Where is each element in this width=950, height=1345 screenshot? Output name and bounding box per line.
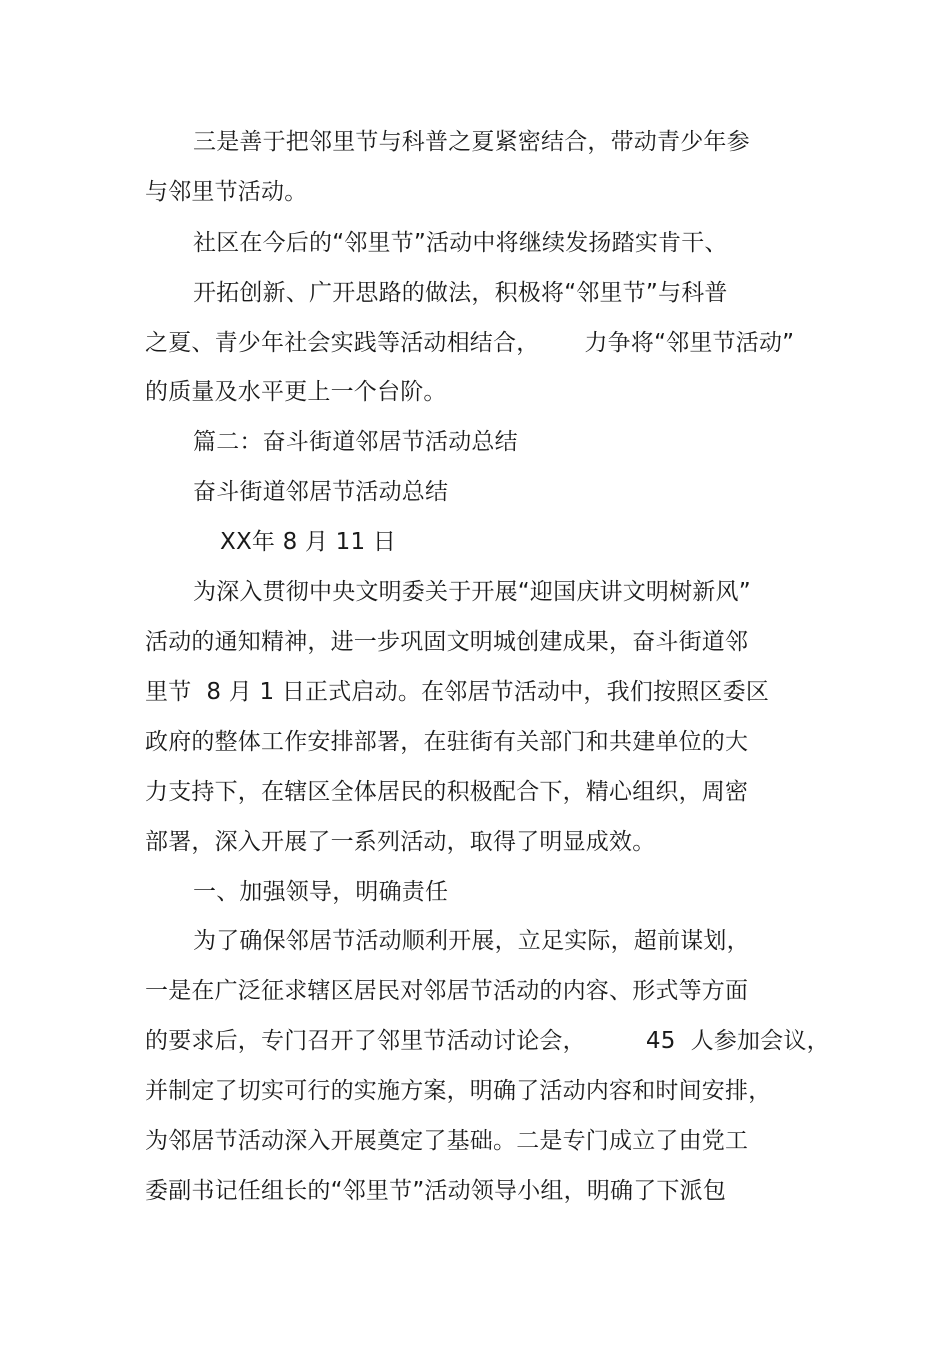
text-line: 的质量及水平更上一个台阶。 bbox=[145, 379, 447, 405]
text-line: 为深入贯彻中央文明委关于开展“迎国庆讲文明树新风” bbox=[193, 579, 751, 605]
section-heading: 篇二：奋斗街道邻居节活动总结 bbox=[193, 429, 518, 455]
text-line: 部署，深入开展了一系列活动，取得了明显成效。 bbox=[145, 829, 656, 855]
text-line: 委副书记任组长的“邻里节”活动领导小组，明确了下派包 bbox=[145, 1178, 727, 1204]
document-title: 奋斗街道邻居节活动总结 bbox=[193, 479, 449, 505]
text-line: 一是在广泛征求辖区居民对邻居节活动的内容、形式等方面 bbox=[145, 978, 749, 1004]
text-line: 政府的整体工作安排部署，在驻街有关部门和共建单位的大 bbox=[145, 729, 749, 755]
text-line: 并制定了切实可行的实施方案，明确了活动内容和时间安排， bbox=[145, 1078, 772, 1104]
document-date: XX年 8 月 11 日 bbox=[220, 529, 397, 555]
text-line: 为邻居节活动深入开展奠定了基础。二是专门成立了由党工 bbox=[145, 1128, 749, 1154]
text-line: 三是善于把邻里节与科普之夏紧密结合，带动青少年参 bbox=[193, 129, 750, 155]
text-line: 开拓创新、广开思路的做法，积极将“邻里节”与科普 bbox=[193, 280, 728, 306]
section-heading: 一、加强领导，明确责任 bbox=[193, 879, 449, 905]
text-line: 力支持下，在辖区全体居民的积极配合下，精心组织，周密 bbox=[145, 779, 749, 805]
text-line: 为了确保邻居节活动顺利开展，立足实际，超前谋划， bbox=[193, 928, 750, 954]
text-line: 与邻里节活动。 bbox=[145, 179, 308, 205]
text-line: 社区在今后的“邻里节”活动中将继续发扬踏实肯干、 bbox=[193, 230, 728, 256]
text-line: 活动的通知精神，进一步巩固文明城创建成果，奋斗街道邻 bbox=[145, 629, 749, 655]
text-line: 里节 8 月 1 日正式启动。在邻居节活动中，我们按照区委区 bbox=[145, 679, 770, 705]
text-line: 的要求后，专门召开了邻里节活动讨论会， 45 人参加会议， bbox=[145, 1028, 830, 1054]
text-line: 之夏、青少年社会实践等活动相结合， 力争将“邻里节活动” bbox=[145, 330, 795, 356]
